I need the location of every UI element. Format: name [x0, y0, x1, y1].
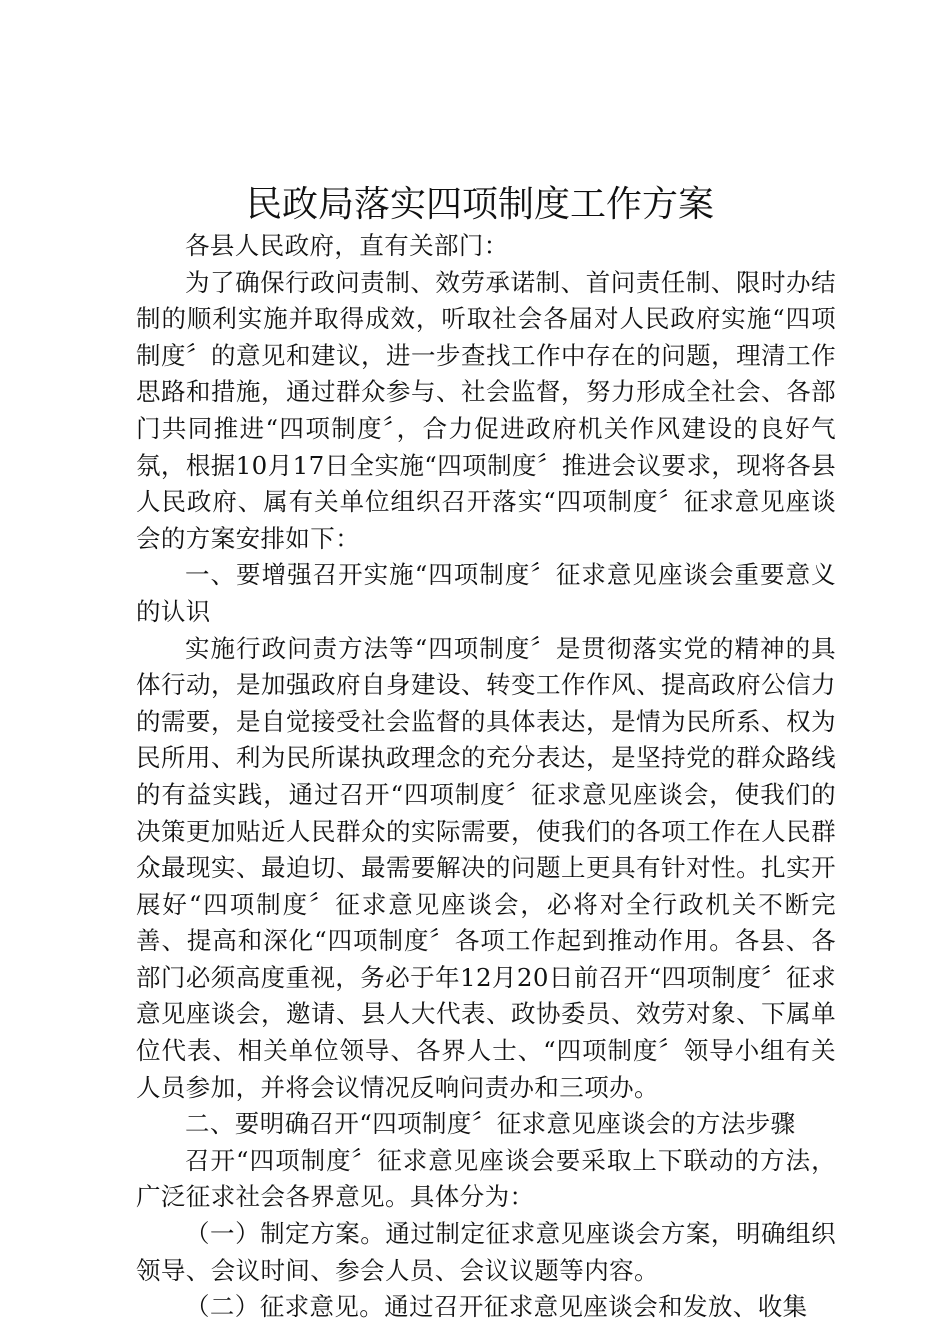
section-1-paragraph: 实施行政问责方法等“四项制度〞是贯彻落实党的精神的具体行动，是加强政府自身建设、转变工作作风、提高政府公信力的需要，是自觉接受社会监督的具体表达，是情为民所系、权为民所用、利为民所谋执政理念的充分表达，是坚持党的群众路线的有益实践，通过召开“四项制度〞征求意见座谈会，使我们的决策更加贴近人民群众的实际需要，使我们的各项工作在人民群众最现实、最迫切、最需要解决的问题上更具有针对性。扎实开展好“四项制度〞征求意见座谈会，必将对全行政机关不断完善、提高和深化“四项制度〞各项工作起到推动作用。各县、各部门必须高度重视，务必于年12月20日前召开“四项制度〞征求意见座谈会，邀请、县人大代表、政协委员、效劳对象、下属单位代表、相关单位领导、各界人士、“四项制度〞领导小组有关人员参加，并将会议情况反响问责办和三项办。: [136, 633, 836, 1102]
intro-paragraph: 为了确保行政问责制、效劳承诺制、首问责任制、限时办结制的顺利实施并取得成效，听取社会各届对人民政府实施“四项制度〞的意见和建议，进一步查找工作中存在的问题，理清工作思路和措施，通过群众参与、社会监督，努力形成全社会、各部门共同推进“四项制度〞，合力促进政府机关作风建设的良好气氛，根据10月17日全实施“四项制度〞推进会议要求，现将各县人民政府、属有关单位组织召开落实“四项制度〞征求意见座谈会的方案安排如下：: [136, 267, 836, 553]
salutation: 各县人民政府，直有关部门：: [185, 231, 509, 260]
step-2-paragraph: （二）征求意见。通过召开征求意见座谈会和发放、收集: [185, 1292, 808, 1322]
document-body: [136, 228, 836, 1326]
step-1-paragraph: （一）制定方案。通过制定征求意见座谈会方案，明确组织领导、会议时间、参会人员、会议议题等内容。: [136, 1219, 836, 1285]
section-2-paragraph: 召开“四项制度〞征求意见座谈会要采取上下联动的方法，广泛征求社会各界意见。具体分为：: [136, 1145, 836, 1212]
section-heading-1: 一、要增强召开实施“四项制度〞征求意见座谈会重要意义的认识: [136, 560, 836, 626]
document-title: 民政局落实四项制度工作方案: [245, 184, 714, 225]
section-heading-2: 二、要明确召开“四项制度〞征求意见座谈会的方法步骤: [185, 1109, 796, 1139]
